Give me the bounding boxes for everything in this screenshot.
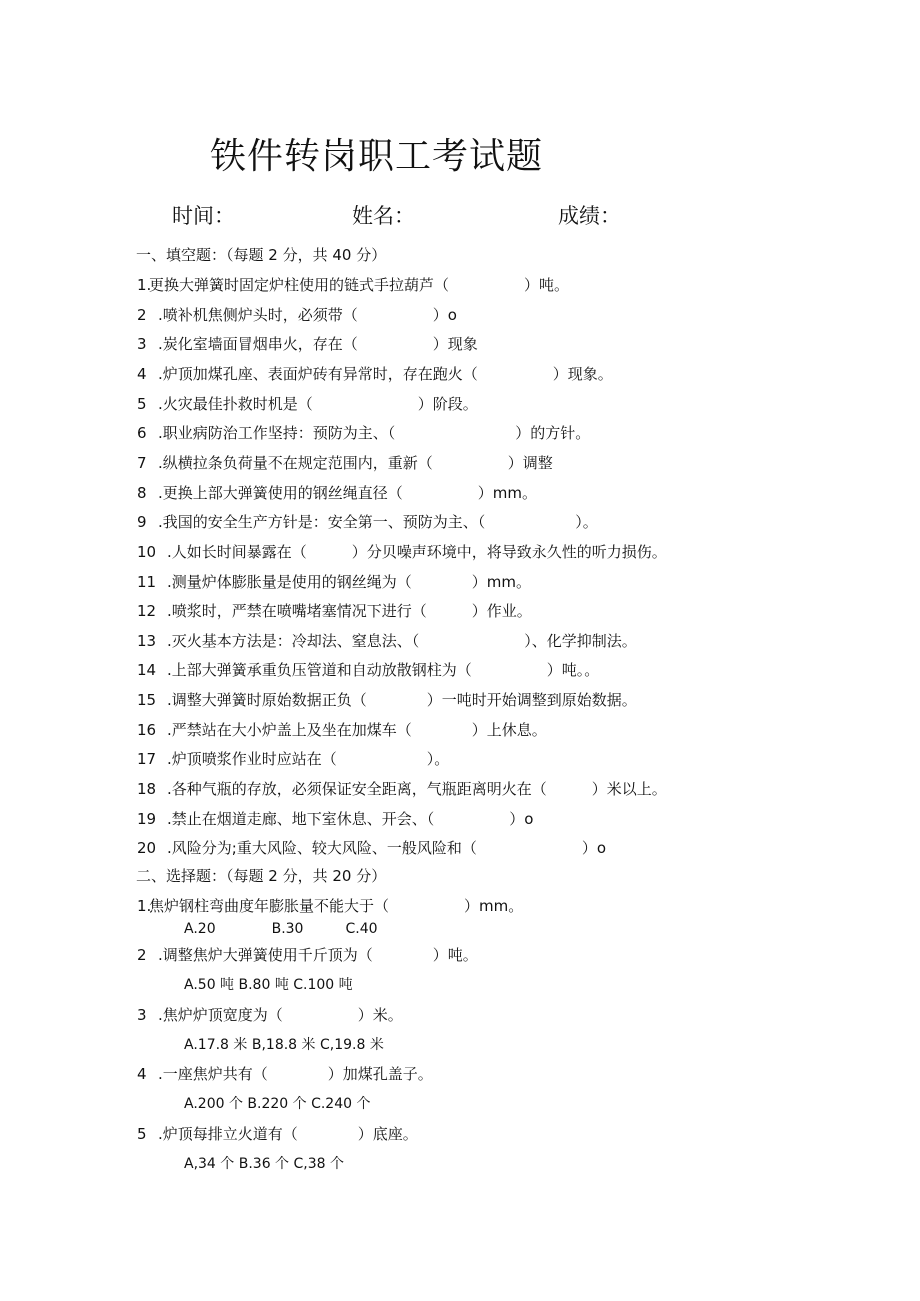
question-number: 19 [137, 810, 157, 828]
section-heading-multiple-choice: 二、选择题：（每题 2 分，共 20 分） [136, 867, 387, 885]
question-number: 5 [137, 395, 147, 413]
question-text: .风险分为;重大风险、较大风险、一般风险和（ ）o [167, 839, 607, 857]
score-label: 成绩： [558, 204, 621, 228]
question-number: 18 [137, 780, 157, 798]
question-text: .调整大弹簧时原始数据正负（ ）一吨时开始调整到原始数据。 [167, 691, 637, 709]
question-text: .炉顶喷浆作业时应站在（ ）。 [167, 750, 450, 768]
question-text: .上部大弹簧承重负压管道和自动放散钢柱为（ ）吨。。 [167, 661, 600, 679]
question-number: 13 [137, 632, 157, 650]
question-number: 4 [137, 365, 147, 383]
question-number: 7 [137, 454, 147, 472]
name-label: 姓名： [352, 204, 415, 228]
question-text: .严禁站在大小炉盖上及坐在加煤车（ ）上休息。 [167, 721, 547, 739]
section-heading-fill-blank: 一、填空题：（每题 2 分，共 40 分） [136, 246, 387, 264]
question-text: 焦炉钢柱弯曲度年膨胀量不能大于（ ）mm。 [149, 897, 524, 915]
question-number: 20 [137, 839, 157, 857]
question-number: 17 [137, 750, 157, 768]
question-number: 9 [137, 513, 147, 531]
choice-options: A.200 个 B.220 个 C.240 个 [184, 1096, 371, 1112]
choice-options: A,34 个 B.36 个 C,38 个 [184, 1156, 345, 1172]
question-text: .调整焦炉大弹簧使用千斤顶为（ ）吨。 [158, 946, 478, 964]
question-text: .焦炉炉顶宽度为（ ）米。 [158, 1006, 403, 1024]
question-number: 8 [137, 484, 147, 502]
question-text: .炉顶每排立火道有（ ）底座。 [158, 1125, 418, 1143]
question-number: 16 [137, 721, 157, 739]
time-label: 时间： [172, 204, 235, 228]
question-number: 15 [137, 691, 157, 709]
question-text: .我国的安全生产方针是：安全第一、预防为主、（ ）。 [158, 513, 598, 531]
question-text: .各种气瓶的存放，必须保证安全距离，气瓶距离明火在（ ）米以上。 [167, 780, 667, 798]
question-text: .一座焦炉共有（ ）加煤孔盖子。 [158, 1065, 433, 1083]
exam-meta-row [0, 200, 920, 232]
question-number: 10 [137, 543, 157, 561]
question-text: .炭化室墙面冒烟串火，存在（ ）现象 [158, 335, 478, 353]
question-text: .更换上部大弹簧使用的钢丝绳直径（ ）mm。 [158, 484, 537, 502]
choice-options: A.17.8 米 B,18.8 米 C,19.8 米 [184, 1037, 384, 1053]
question-text: .灭火基本方法是：冷却法、窒息法、（ ）、化学抑制法。 [167, 632, 637, 650]
question-number: 6 [137, 424, 147, 442]
page-title: 铁件转岗职工考试题 [210, 136, 544, 177]
question-number: 11 [137, 573, 157, 591]
question-number: 3 [137, 1006, 147, 1024]
question-text: .人如长时间暴露在（ ）分贝噪声环境中，将导致永久性的听力损伤。 [167, 543, 667, 561]
question-number: 2 [137, 946, 147, 964]
question-number: 14 [137, 661, 157, 679]
choice-options: A.50 吨 B.80 吨 C.100 吨 [184, 977, 353, 993]
question-number: 1. [137, 276, 152, 294]
question-number: 1. [137, 897, 152, 915]
question-text: .喷补机焦侧炉头时，必须带（ ）o [158, 306, 457, 324]
question-text: .禁止在烟道走廊、地下室休息、开会、（ ）o [167, 810, 534, 828]
question-text: .纵横拉条负荷量不在规定范围内，重新（ ）调整 [158, 454, 553, 472]
question-number: 4 [137, 1065, 147, 1083]
question-text: .喷浆时，严禁在喷嘴堵塞情况下进行（ ）作业。 [167, 602, 532, 620]
question-text: 更换大弹簧时固定炉柱使用的链式手拉葫芦（ ）吨。 [149, 276, 570, 294]
question-number: 3 [137, 335, 147, 353]
question-text: .测量炉体膨胀量是使用的钢丝绳为（ ）mm。 [167, 573, 531, 591]
question-number: 5 [137, 1125, 147, 1143]
choice-options: A.20 B.30 C.40 [184, 921, 378, 937]
question-text: .职业病防治工作坚持：预防为主、（ ）的方针。 [158, 424, 591, 442]
question-number: 2 [137, 306, 147, 324]
question-text: .炉顶加煤孔座、表面炉砖有异常时，存在跑火（ ）现象。 [158, 365, 613, 383]
question-number: 12 [137, 602, 157, 620]
question-text: .火灾最佳扑救时机是（ ）阶段。 [158, 395, 478, 413]
